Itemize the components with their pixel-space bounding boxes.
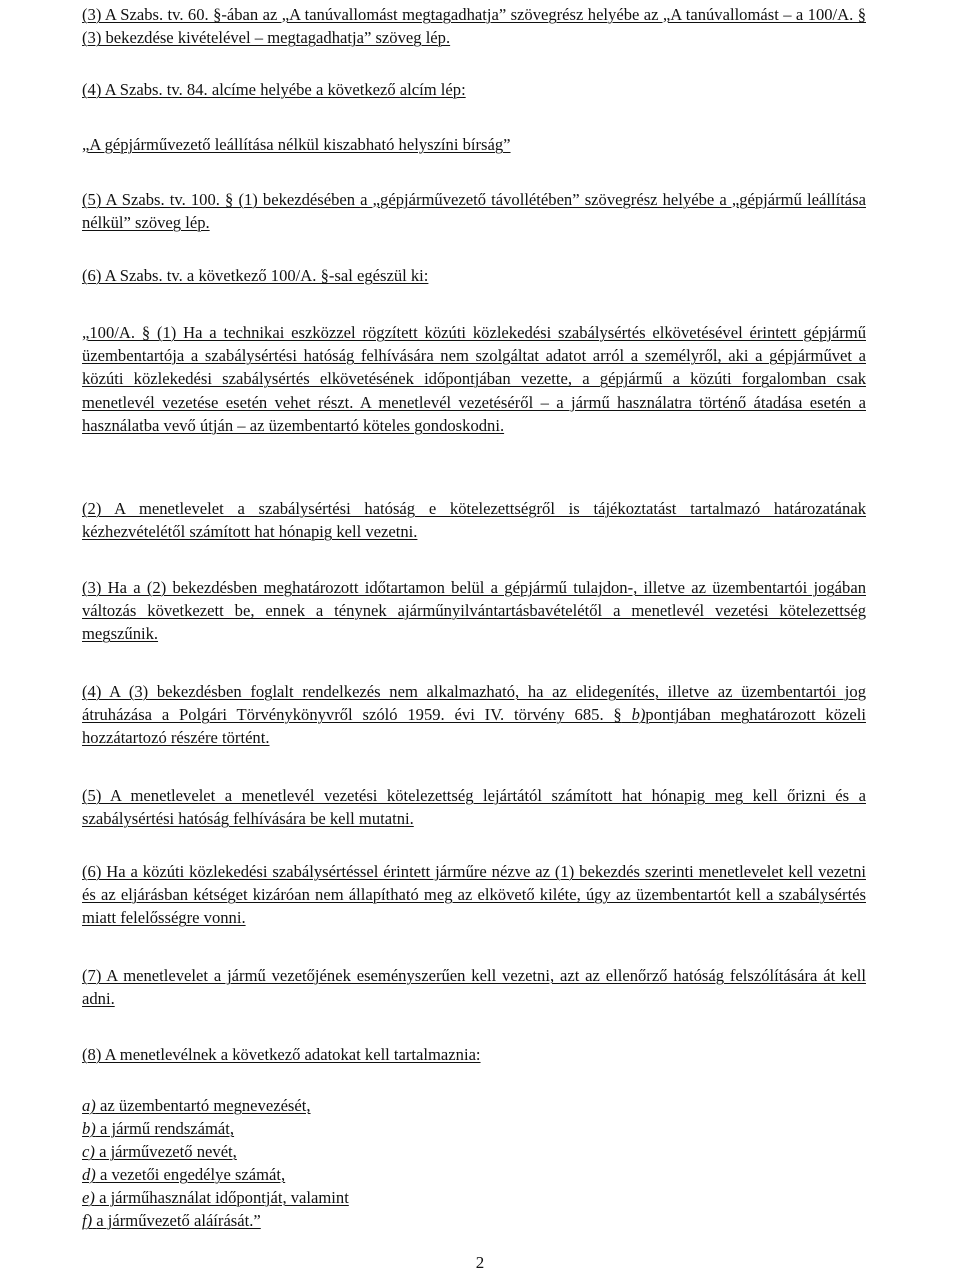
section-100a-1: „100/A. § (1) Ha a technikai eszközzel rögzített közúti közlekedési szabálysértés elkövetésével érintett gépjármű üzembentartója a szabálysértési hatóság felhívására nem szolgáltat adatot arról a személyről, aki a gépjárművet a közúti közlekedési szabálysértés elkövetésének időpontjában vezette, a gépjármű a közúti forgalomban csak menetlevél vezetése esetén vehet részt. A menetlevél vezetéséről – a jármű használatra történő átadása esetén a használatba vevő útján – az üzembentartó köteles gondoskodni. [82, 323, 866, 435]
list-marker: e) [82, 1188, 95, 1207]
section-100a-6: (6) Ha a közúti közlekedési szabálysértéssel érintett járműre nézve az (1) bekezdés szerinti menetlevelet kell vezetni és az eljárásban kétséget kizáróan nem állapítható meg az elkövető kiléte, úgy az üzembentartót kell a szabálysértés miatt felelősségre vonni. [82, 862, 866, 928]
subtitle-quote: „A gépjárművezető leállítása nélkül kiszabható helyszíni bírság” [82, 135, 511, 154]
list-item-f [82, 1209, 866, 1232]
list-item-d [82, 1163, 866, 1186]
list-marker: b) [82, 1119, 96, 1138]
list-marker: a) [82, 1096, 96, 1115]
page-number: 2 [475, 1253, 485, 1272]
list-text: a járműhasználat időpontját, valamint [99, 1188, 349, 1207]
list-text: a járművezető nevét, [99, 1142, 237, 1161]
list-text: a vezetői engedélye számát, [99, 1165, 286, 1184]
section-100a-8: (8) A menetlevélnek a következő adatokat kell tartalmaznia: [82, 1045, 481, 1064]
section-100a-3: (3) Ha a (2) bekezdésben meghatározott időtartamon belül a gépjármű tulajdon-, illetve az üzembentartói jogában változás következett be, ennek a ténynek ajárműnyilvántartásbavételétől a menetlevél vezetési kötelezettség megszűnik. [82, 578, 866, 644]
section-100a-4 [82, 680, 866, 750]
section-100a-5: (5) A menetlevelet a menetlevél vezetési kötelezettség lejártától számított hat hónapig meg kell őrizni és a szabálysértési hatóság felhívására be kell mutatni. [82, 786, 866, 829]
list-marker: d) [82, 1165, 96, 1184]
section-100a-4-tail: pontjában meghatározott közeli hozzátartozó részére történt. [82, 705, 866, 748]
list-marker: f) [82, 1211, 93, 1230]
list-item-b [82, 1117, 866, 1140]
section-100a-4-marker: b) [631, 705, 646, 725]
section-100a-7: (7) A menetlevelet a jármű vezetőjének eseményszerűen kell vezetni, azt az ellenőrző hatóság felszólítására át kell adni. [82, 966, 866, 1009]
list-text: a járművezető aláírását.” [96, 1211, 261, 1230]
list-text: az üzembentartó megnevezését, [99, 1096, 311, 1115]
list-marker: c) [82, 1142, 95, 1161]
section-100a-4-body: (4) A (3) bekezdésben foglalt rendelkezés nem alkalmazható, ha az elidegenítés, illetve az üzembentartói jog átruházása a Polgári Törvénykönyvről szóló 1959. évi IV. törvény 685. § [82, 682, 866, 725]
list-text: a jármű rendszámát, [99, 1119, 235, 1138]
paragraph-5: (5) A Szabs. tv. 100. § (1) bekezdésében a „gépjárművezető távollétében” szövegrész helyébe a „gépjármű leállítása nélkül” szöveg lép. [82, 190, 866, 233]
paragraph-3: (3) A Szabs. tv. 60. §-ában az „A tanúvallomást megtagadhatja” szövegrész helyébe az „A tanúvallomást – a 100/A. § (3) bekezdése kivételével – megtagadhatja” szöveg lép. [82, 5, 866, 48]
list-item-c [82, 1140, 866, 1163]
section-100a-2: (2) A menetlevelet a szabálysértési hatóság e kötelezettségről is tájékoztatást tartalmazó határozatának kézhezvételétől számított hat hónapig kell vezetni. [82, 499, 866, 542]
paragraph-4: (4) A Szabs. tv. 84. alcíme helyébe a következő alcím lép: [82, 80, 466, 99]
list-item-e [82, 1186, 866, 1209]
list-item-a [82, 1094, 866, 1117]
paragraph-6: (6) A Szabs. tv. a következő 100/A. §-sal egészül ki: [82, 266, 429, 285]
